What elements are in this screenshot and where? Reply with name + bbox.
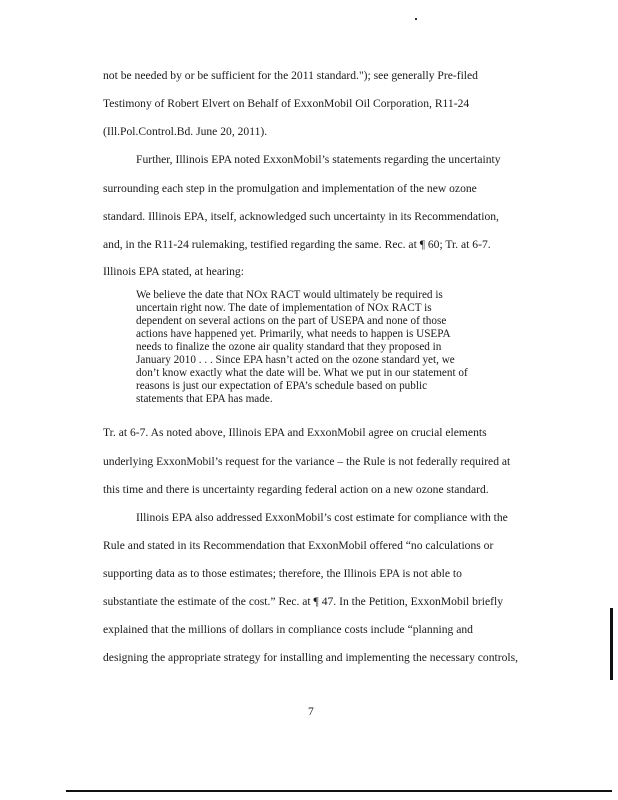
- body-line: Testimony of Robert Elvert on Behalf of ExxonMobil Oil Corporation, R11-24: [103, 97, 470, 110]
- body-line: this time and there is uncertainty regarding federal action on a new ozone standard.: [103, 483, 489, 496]
- body-line: surrounding each step in the promulgation and implementation of the new ozone: [103, 182, 477, 195]
- block-quote-line: reasons is just our expectation of EPA’s schedule based on public: [136, 380, 428, 392]
- block-quote-line: uncertain right now. The date of implementation of NOx RACT is: [136, 302, 432, 314]
- body-line: standard. Illinois EPA, itself, acknowledged such uncertainty in its Recommendation,: [103, 210, 499, 223]
- block-quote-line: needs to finalize the ozone air quality standard that they proposed in: [136, 341, 442, 353]
- body-line: and, in the R11-24 rulemaking, testified regarding the same. Rec. at ¶ 60; Tr. at 6-7.: [103, 238, 491, 251]
- body-line: explained that the millions of dollars in compliance costs include “planning and: [103, 623, 473, 636]
- body-line: Further, Illinois EPA noted ExxonMobil’s statements regarding the uncertainty: [136, 153, 501, 166]
- body-line: (Ill.Pol.Control.Bd. June 20, 2011).: [103, 125, 268, 138]
- body-line: underlying ExxonMobil’s request for the variance – the Rule is not federally required at: [103, 455, 511, 468]
- body-line: substantiate the estimate of the cost.” Rec. at ¶ 47. In the Petition, ExxonMobil briefly: [103, 595, 503, 608]
- body-line: Illinois EPA also addressed ExxonMobil’s cost estimate for compliance with the: [136, 511, 508, 524]
- body-line: designing the appropriate strategy for installing and implementing the necessary controls,: [103, 651, 519, 664]
- body-line: Tr. at 6-7. As noted above, Illinois EPA and ExxonMobil agree on crucial elements: [103, 426, 487, 439]
- block-quote-line: January 2010 . . . Since EPA hasn’t acted on the ozone standard yet, we: [136, 354, 455, 366]
- body-line: Rule and stated in its Recommendation that ExxonMobil offered “no calculations or: [103, 539, 494, 552]
- body-line: supporting data as to those estimates; therefore, the Illinois EPA is not able to: [103, 567, 462, 580]
- scan-speck: [415, 18, 417, 20]
- page-number: 7: [308, 705, 314, 718]
- body-line: Illinois EPA stated, at hearing:: [103, 265, 244, 278]
- footer-rule: [66, 790, 612, 792]
- block-quote-line: actions have happened yet. Primarily, what needs to happen is USEPA: [136, 328, 451, 340]
- body-line: not be needed by or be sufficient for the 2011 standard."); see generally Pre-filed: [103, 69, 478, 82]
- block-quote-line: We believe the date that NOx RACT would ultimately be required is: [136, 289, 443, 301]
- revision-margin-bar: [610, 608, 613, 680]
- block-quote-line: dependent on several actions on the part of USEPA and none of those: [136, 315, 447, 327]
- block-quote-line: don’t know exactly what the date will be. What we put in our statement of: [136, 367, 468, 379]
- block-quote-line: statements that EPA has made.: [136, 393, 273, 405]
